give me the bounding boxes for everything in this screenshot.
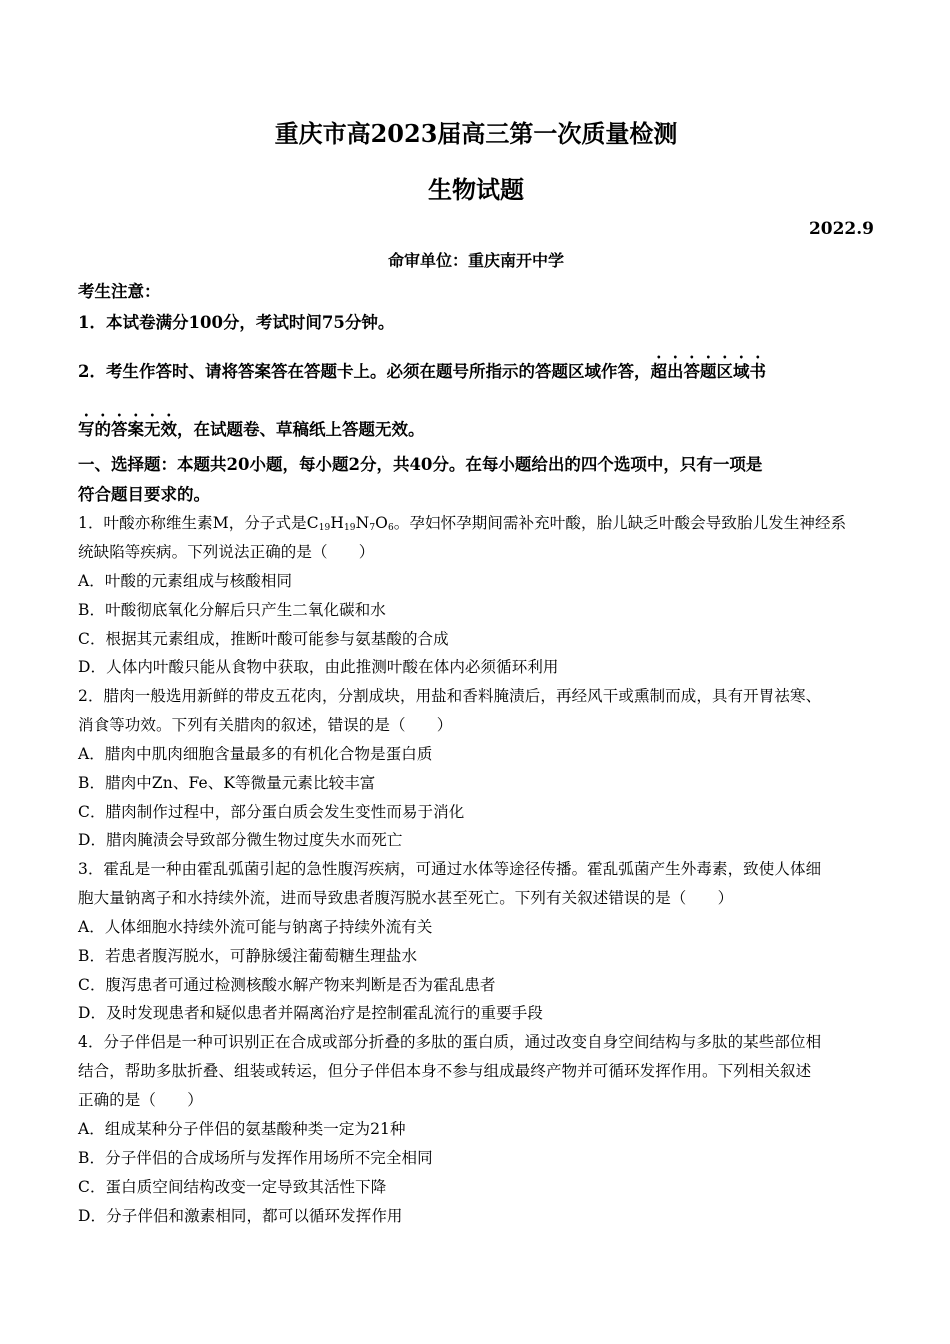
q2-option-d: D．腊肉腌渍会导致部分微生物过度失水而死亡 [78,831,403,849]
q3-option-a: A．人体细胞水持续外流可能与钠离子持续外流有关 [78,918,433,936]
section-1-heading: 一、选择题：本题共20小题，每小题2分，共40分。在每小题给出的四个选项中，只有一项是 [78,455,763,474]
q1-option-b: B．叶酸彻底氧化分解后只产生二氧化碳和水 [78,601,386,619]
q2-stem-line1: 2．腊肉一般选用新鲜的带皮五花肉，分割成块，用盐和香料腌渍后，再经风干或熏制而成，具有开胃祛寒、 [78,687,822,705]
q4-option-c: C．蛋白质空间结构改变一定导致其活性下降 [78,1178,387,1196]
notice-item-1: 1．本试卷满分100分，考试时间75分钟。 [78,313,395,332]
q3-stem-line2: 胞大量钠离子和水持续外流，进而导致患者腹泻脱水甚至死亡。下列有关叙述错误的是（ ） [78,889,734,907]
notice-item-2-line1 [78,352,874,382]
notice-item-2-emphasis-2: 写的答案无效 [78,420,177,439]
q1-stem-line2: 统缺陷等疾病。下列说法正确的是（ ） [78,543,375,561]
notice-item-2-text: 2．考生作答时、请将答案答在答题卡上。必须在题号所指示的答题区域作答， [78,362,651,381]
notice-item-2-line2 [78,410,874,440]
q2-option-b: B．腊肉中Zn、Fe、K等微量元素比较丰富 [78,774,376,792]
q4-option-b: B．分子伴侣的合成场所与发挥作用场所不完全相同 [78,1149,433,1167]
q1-option-c: C．根据其元素组成，推断叶酸可能参与氨基酸的合成 [78,630,449,648]
notice-item-2-emphasis: 超出答题区域书 [650,362,766,381]
q3-stem-line1: 3．霍乱是一种由霍乱弧菌引起的急性腹泻疾病，可通过水体等途径传播。霍乱弧菌产生外毒素，致使人体细 [78,860,822,878]
q3-option-d: D．及时发现患者和疑似患者并隔离治疗是控制霍乱流行的重要手段 [78,1004,543,1022]
q2-option-c: C．腊肉制作过程中，部分蛋白质会发生变性而易于消化 [78,803,465,821]
exam-title: 重庆市高2023届高三第一次质量检测 [274,119,678,148]
q1-stem-line1: 1．叶酸亦称维生素M，分子式是$C_{19}H_{19}N_7O_6$。孕妇怀孕期间需补充叶酸，胎儿缺乏叶酸会导致胎儿发生神经系 [78,514,847,533]
q1-option-a: A．叶酸的元素组成与核酸相同 [78,572,293,590]
q2-stem-line2: 消食等功效。下列有关腊肉的叙述，错误的是（ ） [78,716,453,734]
subject-title: 生物试题 [428,175,524,204]
q4-stem-line2: 结合，帮助多肽折叠、组装或转运，但分子伴侣本身不参与组成最终产物并可循环发挥作用。下列相关叙述 [78,1062,812,1080]
exam-date: 2022.9 [808,219,874,239]
q1-option-d: D．人体内叶酸只能从食物中获取，由此推测叶酸在体内必须循环利用 [78,658,559,676]
q3-option-c: C．腹泻患者可通过检测核酸水解产物来判断是否为霍乱患者 [78,976,496,994]
q4-option-d: D．分子伴侣和激素相同，都可以循环发挥作用 [78,1207,403,1225]
authoring-unit: 命审单位：重庆南开中学 [387,251,564,270]
q3-option-b: B．若患者腹泻脱水，可静脉缓注葡萄糖生理盐水 [78,947,418,965]
q2-option-a: A．腊肉中肌肉细胞含量最多的有机化合物是蛋白质 [78,745,433,763]
notice-item-2-tail: ，在试题卷、草稿纸上答题无效。 [177,420,425,439]
q4-stem-line1: 4．分子伴侣是一种可识别正在合成或部分折叠的多肽的蛋白质，通过改变自身空间结构与多肽的某些部位相 [78,1033,822,1051]
notice-heading: 考生注意： [78,282,161,301]
section-1-heading-2: 符合题目要求的。 [78,485,210,504]
q4-option-a: A．组成某种分子伴侣的氨基酸种类一定为21种 [78,1120,406,1138]
q4-stem-line3: 正确的是（ ） [78,1091,203,1109]
